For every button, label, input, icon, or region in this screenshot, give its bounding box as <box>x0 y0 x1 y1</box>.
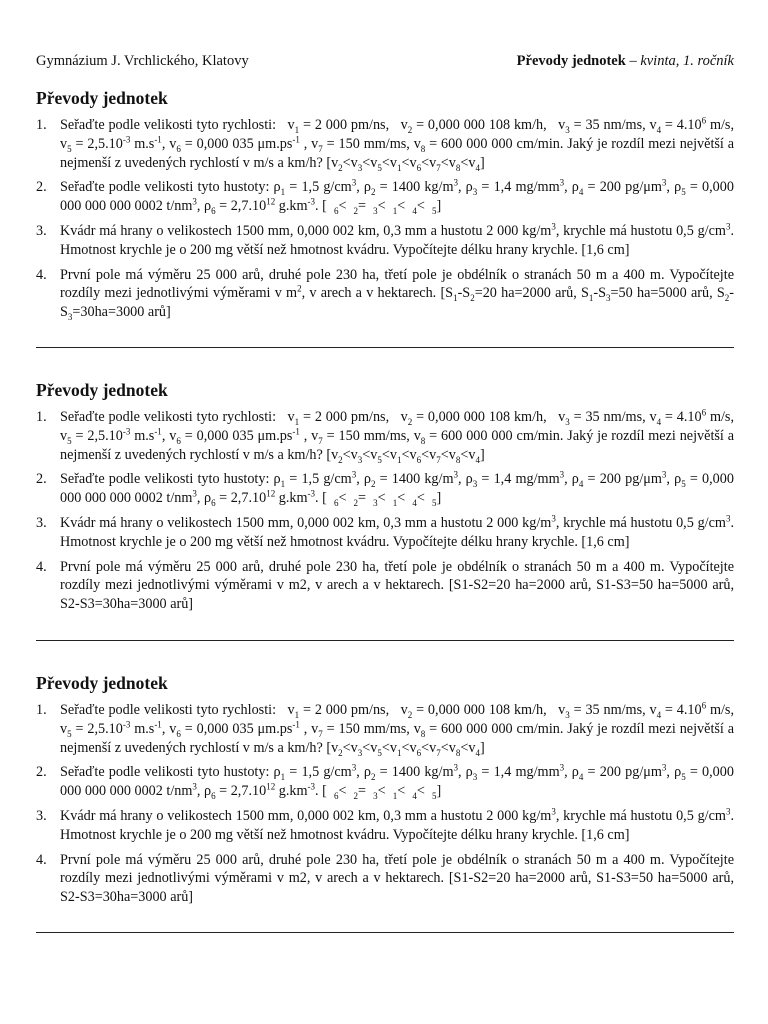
block-title: Převody jednotek <box>36 673 168 693</box>
block-separator <box>36 932 734 933</box>
exercise-item <box>36 266 734 322</box>
block-title: Převody jednotek <box>36 380 168 400</box>
exercise-number: 1. <box>36 117 47 133</box>
exercise-item <box>36 807 734 845</box>
exercise-item <box>36 851 734 907</box>
exercise-number: 4. <box>36 851 47 868</box>
exercise-item <box>36 222 734 260</box>
exercise-item <box>36 763 734 801</box>
exercise-block <box>36 88 734 328</box>
exercise-number: 4. <box>36 558 47 575</box>
exercise-text: Seřaďte podle velikosti tyto hustoty: $\rho_1 = 1,5$ $g/cm^3$, $\rho_2 = 1400$ $kg/m^3$, $\rho_3 = 1,4$ $mg/mm^3$, $\rho_4 = 200$ $pg/\mu m^3$, $\rho_5 = 0,000$ 000 000 000 0002 $t/nm^3$, $\rho_6 = 2,7.10^{12}$ $g.km^{-3}$. [ $_6$< $_2$= $_3$< $_1$< $_4$< $_5$] <box>60 762 734 802</box>
exercise-number: 3. <box>36 807 47 824</box>
exercise-text: Seřaďte podle velikosti tyto rychlosti: $v_1 = 2$ 000 pm/ns, $v_2 = 0,000$ 000 108 km/h, $v_3 = 35$ nm/ms, $v_4 = 4.10^6$ m/s, $v_5 = 2,5.10^{-3}$ $m.s^{-1}$, $v_6 = 0,000$ 035 $\mu m.ps^{-1}$ , $v_7 = 150$ mm/ms, $v_8 = 600$ 000 000 cm/min. Jaký je rozdíl mezi největší a nejmenší z uvedených rychlostí v m/s a km/h? $[v_2<v_3<v_5<v_1<v_6<v_7<v_8<v_4]$ <box>60 407 735 465</box>
exercise-number: 2. <box>36 179 47 196</box>
exercise-number: 2. <box>36 764 47 781</box>
exercise-text: První pole má výměru 25 000 arů, druhé pole 230 ha, třetí pole je obdélník o stranách 50 m a 400 m. Vypočítejte rozdíly mezi jednotlivými výměrami v $m^2$, v arech a v hektarech. [$S_1-S_2=20$ ha=2000 arů, $S_1-S_3=50$ ha=5000 arů, $S_2-S_3=30ha=3000$ arů] <box>60 266 734 322</box>
page-header <box>36 0 734 70</box>
block-title: Převody jednotek <box>36 88 168 108</box>
exercise-text: Kvádr má hrany o velikostech 1500 mm, 0,000 002 km, 0,3 mm a hustotu 2 000 $kg/m^3$, krychle má hustotu 0,5 $g/cm^3$. Hmotnost krychle je o 200 mg větší než hmotnost kvádru. Vypočítejte délku hrany krychle. [1,6 cm] <box>60 806 734 843</box>
exercise-text: První pole má výměru 25 000 arů, druhé pole 230 ha, třetí pole je obdélník o stranách 50 m a 400 m. Vypočítejte rozdíly mezi jednotlivými výměrami v m2, v arech a v hektarech. [S1-S2=20 ha=2000 arů, S1-S3=50 ha=5000 arů, S2-S3=30ha=3000 arů] <box>60 558 734 613</box>
exercise-text: Kvádr má hrany o velikostech 1500 mm, 0,000 002 km, 0,3 mm a hustotu 2 000 $kg/m^3$, krychle má hustotu 0,5 $g/cm^3$. Hmotnost krychle je o 200 mg větší než hmotnost kvádru. Vypočítejte délku hrany krychle. [1,6 cm] <box>60 513 734 550</box>
exercise-number: 3. <box>36 222 47 239</box>
exercise-block <box>36 673 734 913</box>
header-title: Převody jednotek <box>516 53 626 69</box>
block-separator <box>36 640 734 641</box>
block-separator <box>36 347 734 348</box>
exercise-text: Kvádr má hrany o velikostech 1500 mm, 0,000 002 km, 0,3 mm a hustotu 2 000 $kg/m^3$, krychle má hustotu 0,5 $g/cm^3$. Hmotnost krychle je o 200 mg větší než hmotnost kvádru. Vypočítejte délku hrany krychle. [1,6 cm] <box>60 221 734 258</box>
exercise-text: Seřaďte podle velikosti tyto hustoty: $\rho_1 = 1,5$ $g/cm^3$, $\rho_2 = 1400$ $kg/m^3$, $\rho_3 = 1,4$ $mg/mm^3$, $\rho_4 = 200$ $pg/\mu m^3$, $\rho_5 = 0,000$ 000 000 000 0002 $t/nm^3$, $\rho_6 = 2,7.10^{12}$ $g.km^{-3}$. [ $_6$< $_2$= $_3$< $_1$< $_4$< $_5$] <box>60 469 734 509</box>
header-right <box>517 53 734 70</box>
exercise-list <box>36 701 734 907</box>
exercise-number: 1. <box>36 702 47 718</box>
school-name: Gymnázium J. Vrchlického, Klatovy <box>36 53 249 69</box>
exercise-block <box>36 380 734 620</box>
exercise-text: První pole má výměru 25 000 arů, druhé pole 230 ha, třetí pole je obdélník o stranách 50 m a 400 m. Vypočítejte rozdíly mezi jednotlivými výměrami v m2, v arech a v hektarech. [S1-S2=20 ha=2000 arů, S1-S3=50 ha=5000 arů, S2-S3=30ha=3000 arů] <box>60 851 734 906</box>
exercise-item <box>36 558 734 614</box>
exercise-number: 3. <box>36 514 47 531</box>
exercise-list <box>36 116 734 322</box>
exercise-list <box>36 408 734 614</box>
exercise-item <box>36 408 734 464</box>
exercise-text: Seřaďte podle velikosti tyto hustoty: $\rho_1 = 1,5$ $g/cm^3$, $\rho_2 = 1400$ $kg/m^3$, $\rho_3 = 1,4$ $mg/mm^3$, $\rho_4 = 200$ $pg/\mu m^3$, $\rho_5 = 0,000$ 000 000 000 0002 $t/nm^3$, $\rho_6 = 2,7.10^{12}$ $g.km^{-3}$. [ $_6$< $_2$= $_3$< $_1$< $_4$< $_5$] <box>60 177 734 217</box>
exercise-number: 2. <box>36 471 47 488</box>
exercise-item <box>36 514 734 552</box>
exercise-number: 1. <box>36 409 47 425</box>
exercise-item <box>36 116 734 172</box>
exercise-number: 4. <box>36 266 47 283</box>
exercise-text: Seřaďte podle velikosti tyto rychlosti: $v_1 = 2$ 000 pm/ns, $v_2 = 0,000$ 000 108 km/h, $v_3 = 35$ nm/ms, $v_4 = 4.10^6$ m/s, $v_5 = 2,5.10^{-3}$ $m.s^{-1}$, $v_6 = 0,000$ 035 $\mu m.ps^{-1}$ , $v_7 = 150$ mm/ms, $v_8 = 600$ 000 000 cm/min. Jaký je rozdíl mezi největší a nejmenší z uvedených rychlostí v m/s a km/h? $[v_2<v_3<v_5<v_1<v_6<v_7<v_8<v_4]$ <box>60 700 735 758</box>
header-class: kvinta, 1. ročník <box>640 53 734 69</box>
exercise-text: Seřaďte podle velikosti tyto rychlosti: $v_1 = 2$ 000 pm/ns, $v_2 = 0,000$ 000 108 km/h, $v_3 = 35$ nm/ms, $v_4 = 4.10^6$ m/s, $v_5 = 2,5.10^{-3}$ $m.s^{-1}$, $v_6 = 0,000$ 035 $\mu m.ps^{-1}$ , $v_7 = 150$ mm/ms, $v_8 = 600$ 000 000 cm/min. Jaký je rozdíl mezi největší a nejmenší z uvedených rychlostí v m/s a km/h? $[v_2<v_3<v_5<v_1<v_6<v_7<v_8<v_4]$ <box>60 115 735 173</box>
exercise-item <box>36 470 734 508</box>
exercise-item <box>36 178 734 216</box>
exercise-item <box>36 701 734 757</box>
header-dash: – <box>625 53 641 69</box>
